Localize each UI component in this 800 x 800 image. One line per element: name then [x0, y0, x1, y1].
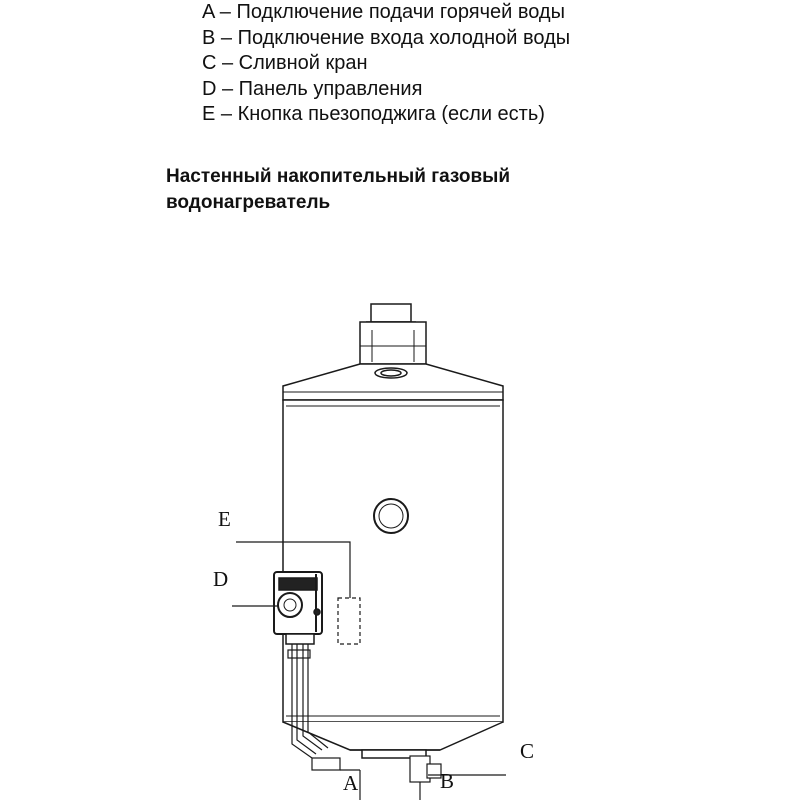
flue-collar	[360, 304, 426, 364]
legend-item-b: B – Подключение входа холодной воды	[202, 26, 571, 49]
legend-item-a: A – Подключение подачи горячей воды	[202, 1, 565, 23]
tank-body	[283, 400, 503, 722]
top-cover	[283, 364, 503, 400]
legend-item-e: E – Кнопка пьезоподжига (если есть)	[202, 103, 545, 125]
callout-d: D	[213, 567, 229, 591]
diagram-title-line1: Настенный накопительный газовый	[166, 166, 511, 187]
legend-item-d: D – Панель управления	[202, 77, 423, 100]
callout-a: A	[343, 771, 359, 795]
callout-b: B	[440, 769, 455, 793]
bottom-cone	[283, 722, 503, 758]
diagram-title-line2: водонагреватель	[166, 192, 331, 213]
callout-e: E	[218, 507, 231, 531]
control-panel	[274, 572, 322, 644]
bottom-fittings	[312, 756, 441, 782]
callout-c: C	[520, 739, 535, 763]
legend-item-c: C – Сливной кран	[202, 52, 368, 74]
